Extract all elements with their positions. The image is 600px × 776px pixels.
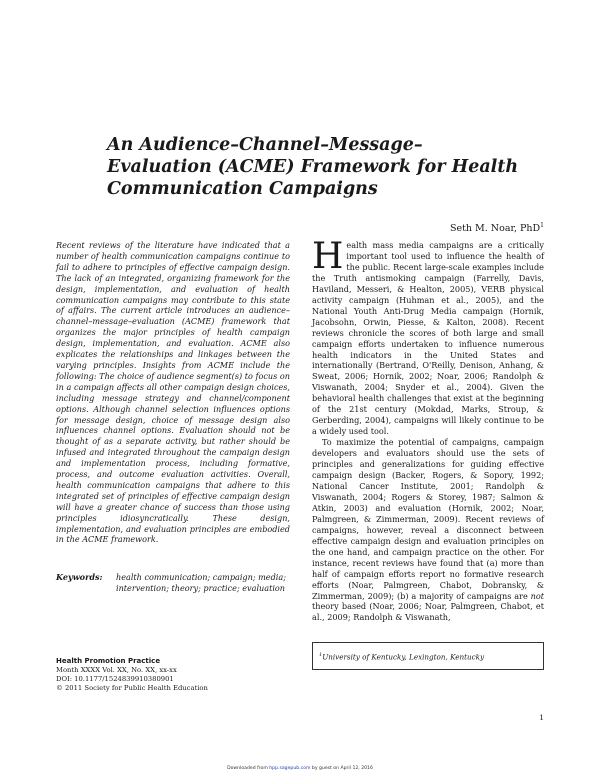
download-link[interactable]: hpp.sagepub.com: [269, 766, 311, 771]
keywords-label: Keywords:: [56, 572, 103, 582]
journal-name: Health Promotion Practice: [56, 657, 161, 665]
author-line: [450, 222, 544, 234]
body-paragraph-2: To maximize the potential of campaigns, campaign developers and evaluators should use the sets of principles and generalizations for guiding effective campaign design (Backer, Rogers, & Sopory, 1992; National Cancer Institute, 2001; Randolph & Viswanath, 2004; Rogers & Storey, 1987; Salmon & Atkin, 2003) and evaluation (Hornik, 2002; Noar, Palmgreen, & Zimmerman, 2009). Recent reviews of campaigns, however, reveal a disconnect between effective campaign design and evaluation principles on the one hand, and campaign practice on the other. For instance, recent reviews have found that (a) more than half of campaign efforts report no formative research efforts (Noar, Palmgreen, Chabot, Dobransky, & Zimmerman, 2009); (b) a majority of campaigns are not theory based (Noar, 2006; Noar, Palmgreen, Chabot, et al., 2009; Randolph & Viswanath,: [312, 437, 544, 623]
body-text: [312, 236, 544, 623]
journal-issue: Month XXXX Vol. XX, No. XX, xx-xx: [56, 666, 177, 674]
body-paragraph-1: [312, 236, 544, 437]
body-paragraph-1-text: ealth mass media campaigns are a critically important tool used to influence the health of the public. Recent large-scale examples include the Truth antismoking campaign (Farrelly, Davis, Haviland, Messeri, & Healton, 2005), VERB physical activity campaign (Huhman et al., 2005), and the National Youth Anti-Drug Media campaign (Hornik, Jacobsohn, Orwin, Piesse, & Kalton, 2008). Recent reviews chronicle the scores of both large and small campaign efforts undertaken to influence numerous health indicators in the United States and internationally (Bertrand, O'Reilly, Denison, Anhang, & Sweat, 2006; Hornik, 2002; Noar, 2006; Randolph & Viswanath, 2004; Snyder et al., 2004). Given the behavioral health challenges that exist at the beginning of the 21st century (Mokdad, Marks, Stroup, & Gerberding, 2004), campaigns will likely continue to be a widely used tool.: [312, 240, 544, 437]
affiliation-text: University of Kentucky, Lexington, Kentucky: [322, 652, 485, 662]
author-name: Seth M. Noar, PhD: [449, 223, 541, 235]
download-footer: Downloaded from hpp.sagepub.com by guest on April 12, 2016: [227, 766, 373, 771]
page-number: 1: [539, 713, 544, 722]
affiliation: [319, 652, 484, 661]
journal-copyright: © 2011 Society for Public Health Education: [56, 684, 208, 692]
article-title: An Audience–Channel–Message–Evaluation (ACME) Framework for Health Communication Campaigns: [107, 135, 519, 199]
keywords-text: health communication; campaign; media; intervention; theory; practice; evaluation: [116, 572, 286, 593]
drop-cap: H: [312, 236, 344, 277]
abstract: Recent reviews of the literature have indicated that a number of health communication campaigns continue to fail to adhere to principles of effective campaign design. The lack of an integrated, organizing framework for the design, implementation, and evaluation of health communication campaigns may contribute to this state of affairs. The current article introduces an audience–channel–message–evaluation (ACME) framework that organizes the major principles of health campaign design, implementation, and evaluation. ACME also explicates the relationships and linkages between the varying principles. Insights from ACME include the following: The choice of audience segment(s) to focus on in a campaign affects all other campaign design choices, including message strategy and channel/component options. Although channel selection influences options for message design, choice of message design also influences channel options. Evaluation should not be thought of as a separate activity, but rather should be infused and integrated throughout the campaign design and implementation process, including formative, process, and outcome evaluation activities. Overall, health communication campaigns that adhere to this integrated set of principles of effective campaign design will have a greater chance of success than those using principles idiosyncratically. These design, implementation, and evaluation principles are embodied in the ACME framework.: [56, 240, 290, 545]
author-affiliation-mark: 1: [540, 222, 544, 229]
journal-info: [56, 657, 208, 693]
affiliation-mark: 1: [319, 652, 323, 658]
emphasis: not: [530, 590, 544, 601]
affiliation-box: [312, 642, 544, 670]
journal-doi: DOI: 10.1177/1524839910380901: [56, 675, 174, 683]
